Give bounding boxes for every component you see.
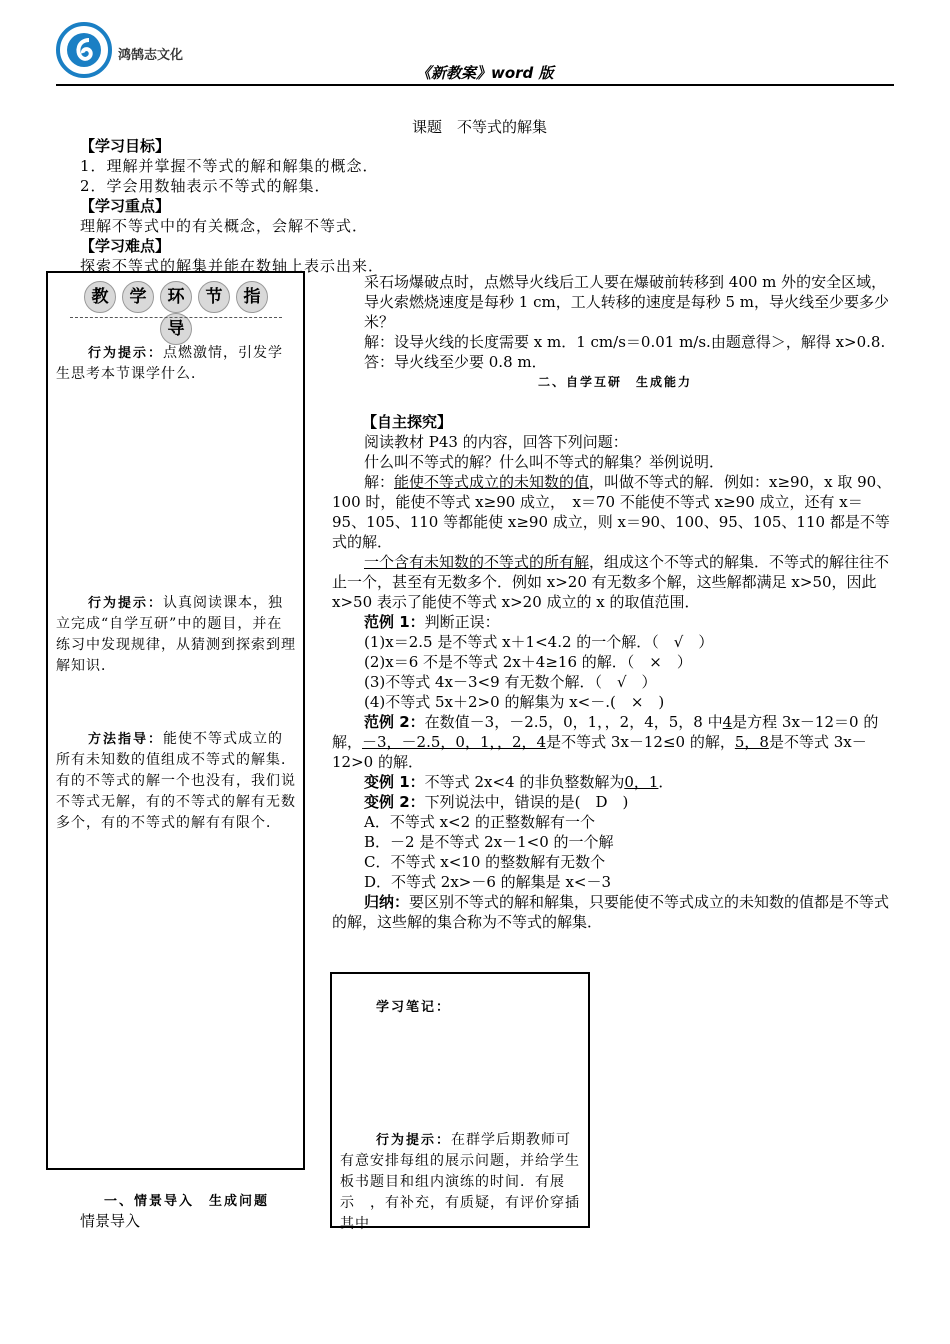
guide-char: 教 <box>84 281 116 313</box>
explore-set <box>332 552 894 612</box>
guide-char: 导 <box>160 313 192 345</box>
explore-question: 什么叫不等式的解？什么叫不等式的解集？举例说明． <box>364 453 725 471</box>
keypoints-heading: 【学习重点】 <box>80 197 171 215</box>
guide-dash-line <box>70 317 282 318</box>
example2-text: 是方程 3x－12＝0 的解， <box>332 713 879 751</box>
explore-read: 阅读教材 P43 的内容，回答下列问题： <box>364 433 628 451</box>
variant2-option: A．不等式 x<2 的正整数解有一个 <box>364 813 595 831</box>
variant2-label: 变例 2： <box>364 793 425 811</box>
example1-item: (1)x＝2.5 是不等式 x＋1<4.2 的一个解．（ √ ） <box>364 633 714 651</box>
guide-char: 学 <box>122 281 154 313</box>
variant2-text: 下列说法中，错误的是( D ) <box>424 793 629 811</box>
tip-label: 行为提示： <box>88 596 164 611</box>
section1-sub: 情景导入 <box>80 1212 141 1230</box>
set-key: 一个含有未知数的不等式的所有解 <box>364 553 590 571</box>
tip-1 <box>56 343 296 385</box>
example1 <box>332 612 894 632</box>
answer-rest: ，叫做不等式的解．例如：x≥90，x 取 90、100 时，能使不等式 x≥90 成立， x＝70 不能使不等式 x≥90 成立，还有 x＝95、105、110 等都能使 x≥90 成立，则 x＝90、100、95、105、110 都是不等式的解． <box>332 473 892 551</box>
logo <box>56 22 112 78</box>
guide-char: 节 <box>198 281 230 313</box>
scenario-answer: 答：导火线至少要 0.8 m． <box>364 353 547 371</box>
doc-label: 《新教案》word 版 <box>416 64 554 82</box>
section2-heading: 二、自学互研 生成能力 <box>538 375 693 389</box>
tip-label: 方法指导： <box>88 732 164 747</box>
explore-answer <box>332 472 894 552</box>
example2-answer: 5，8 <box>734 733 769 751</box>
notes-label: 学习笔记： <box>376 1000 452 1015</box>
example2-text: 是不等式 3x－12≤0 的解， <box>546 733 735 751</box>
summary <box>332 892 894 932</box>
example1-text: 判断正误： <box>424 613 500 631</box>
tip-label: 行为提示： <box>376 1133 452 1148</box>
example2-text: 是不等式 3x－12>0 的解． <box>332 733 867 771</box>
objectives-heading: 【学习目标】 <box>80 137 171 155</box>
difficulties-text: 探索不等式的解集并能在数轴上表示出来． <box>80 257 385 275</box>
example1-item: (4)不等式 5x＋2>0 的解集为 x<－.( × ) <box>364 693 665 711</box>
answer-prefix: 解： <box>364 473 395 491</box>
variant2-option: B．－2 是不等式 2x－1<0 的一个解 <box>364 833 614 851</box>
tip-text: 认真阅读课本，独立完成“自学互研”中的题目，并在练习中发现规律，从猜测到探索到理解知识． <box>56 595 296 674</box>
notes-tip <box>340 1130 582 1235</box>
tip-label: 行为提示： <box>88 346 164 361</box>
example1-item: (2)x＝6 不是不等式 2x＋4≥16 的解．（ × ） <box>364 653 692 671</box>
tip-text: 点燃激情，引发学生思考本节课学什么． <box>56 345 284 382</box>
scenario-problem <box>332 272 894 332</box>
example2-answer: －3，－2.5，0，1，，2，4 <box>362 733 547 751</box>
header-rule <box>56 84 894 86</box>
example1-label: 范例 1： <box>364 613 425 631</box>
example2-label: 范例 2： <box>364 713 425 731</box>
variant2-option: D．不等式 2x>－6 的解集是 x<－3 <box>364 873 612 891</box>
variant2-option: C．不等式 x<10 的整数解有无数个 <box>364 853 606 871</box>
brand-name: 鸿鹄志文化 <box>118 48 184 63</box>
logo-icon <box>56 22 112 78</box>
example1-item: (3)不等式 4x－3<9 有无数个解．（ √ ） <box>364 673 657 691</box>
objective-item: 2．学会用数轴表示不等式的解集． <box>80 177 331 195</box>
variant1-label: 变例 1： <box>364 773 425 791</box>
guide-banner <box>70 281 282 345</box>
variant2 <box>332 792 894 812</box>
tip-text: 能使不等式成立的所有未知数的值组成不等式的解集．有的不等式的解一个也没有，我们说不等式无解，有的不等式的解有无数多个，有的不等式的解有有限个． <box>56 731 296 831</box>
variant1-answer: 0，1 <box>624 773 659 791</box>
set-rest: ，组成这个不等式的解集．不等式的解往往不止一个，甚至有无数多个．例如 x>20 有无数多个解，这些解都满足 x>50，因此 x>50 表示了能使不等式 x>20 成立的 x 的取值范围． <box>332 553 890 611</box>
answer-key: 能使不等式成立的未知数的值 <box>394 473 590 491</box>
study-notes-box <box>330 972 590 1232</box>
keypoints-text: 理解不等式中的有关概念，会解不等式． <box>80 217 369 235</box>
teaching-guide-box <box>46 271 305 1170</box>
main-column <box>332 272 894 932</box>
example2 <box>332 712 894 772</box>
variant1 <box>332 772 894 792</box>
scenario-solution: 解：设导火线的长度需要 x m．1 cm/s＝0.01 m/s.由题意得＞，解得 x>0.8. <box>364 333 886 351</box>
explore-heading: 【自主探究】 <box>362 413 453 431</box>
guide-char: 指 <box>236 281 268 313</box>
lesson-title: 课题 不等式的解集 <box>412 118 548 136</box>
objective-item: 1．理解并掌握不等式的解和解集的概念． <box>80 157 379 175</box>
difficulties-heading: 【学习难点】 <box>80 237 171 255</box>
variant1-end: ． <box>658 773 674 791</box>
example2-answer: 4 <box>722 713 733 731</box>
example2-text: 在数值－3，－2.5，0，1，，2，4，5，8 中 <box>424 713 723 731</box>
variant1-text: 不等式 2x<4 的非负整数解为 <box>424 773 625 791</box>
summary-label: 归纳： <box>364 893 410 911</box>
scenario-problem-text: 采石场爆破点时，点燃导火线后工人要在爆破前转移到 400 m 外的安全区域，导火索燃烧速度是每秒 1 cm，工人转移的速度是每秒 5 m，导火线至少要多少米？ <box>364 273 890 331</box>
summary-text: 要区别不等式的解和解集，只要能使不等式成立的未知数的值都是不等式的解，这些解的集合称为不等式的解集． <box>332 893 890 931</box>
tip-text: 在群学后期教师可有意安排每组的展示问题，并给学生板书题目和组内演练的时间．有展示 ，有补充，有质疑，有评价穿插其中． <box>340 1132 580 1232</box>
tip-3 <box>56 729 296 834</box>
guide-char: 环 <box>160 281 192 313</box>
objectives-block <box>80 136 410 276</box>
section1-heading: 一、情景导入 生成问题 <box>104 1194 270 1209</box>
tip-2 <box>56 593 296 677</box>
